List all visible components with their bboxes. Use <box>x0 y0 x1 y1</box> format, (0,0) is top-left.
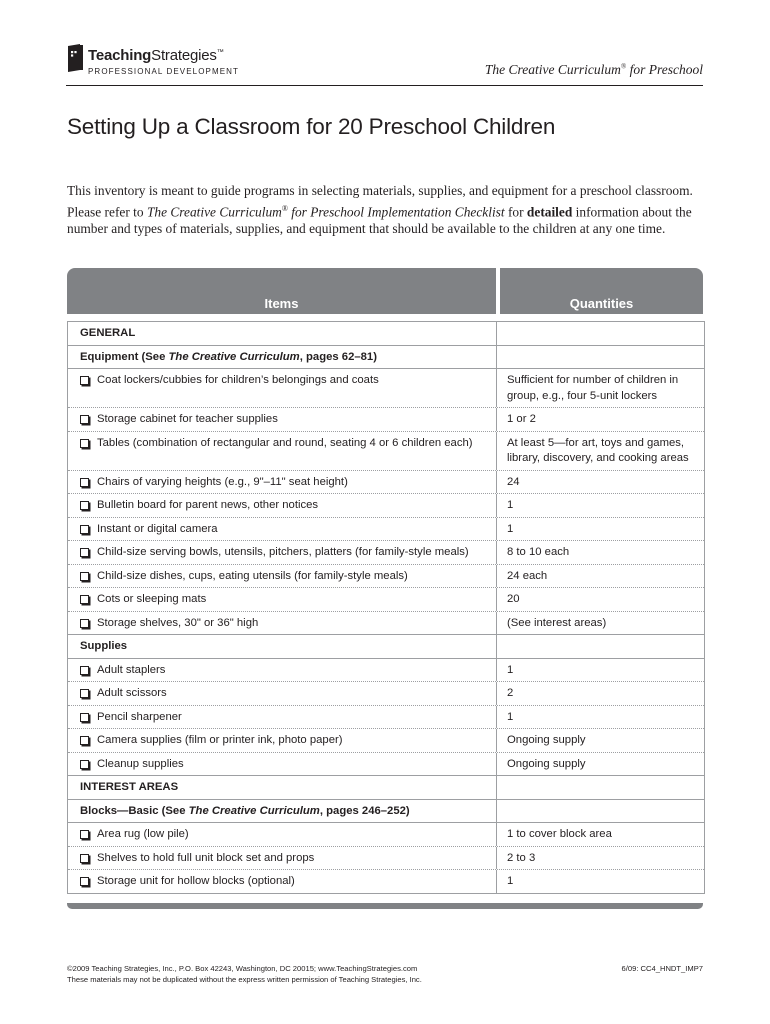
series-title: The Creative Curriculum® for Preschool <box>484 62 703 77</box>
item-quantity: 1 to cover block area <box>507 828 612 840</box>
checkbox-icon[interactable] <box>80 439 89 448</box>
table-row <box>68 729 704 753</box>
item-name: Child-size serving bowls, utensils, pitchers, platters (for family-style meals) <box>97 546 469 558</box>
checkbox-icon[interactable] <box>80 548 89 557</box>
item-name: Storage shelves, 30" or 36" high <box>97 616 259 629</box>
copyright-notice <box>67 964 422 985</box>
item-quantity: 2 <box>507 687 514 699</box>
table-row <box>68 612 704 636</box>
table-row <box>68 565 704 589</box>
document-code: 6/09: CC4_HNDT_IMP7 <box>621 964 703 973</box>
item-quantity: 1 or 2 <box>507 413 536 425</box>
checkbox-icon[interactable] <box>80 415 89 424</box>
page-title: Setting Up a Classroom for 20 Preschool Children <box>67 114 556 139</box>
item-quantity: 20 <box>507 593 520 605</box>
item-name: Adult scissors <box>97 687 167 699</box>
table-row <box>68 753 704 777</box>
permission-line: These materials may not be duplicated without the express written permission of Teaching Strategies, Inc. <box>67 974 422 984</box>
item-quantity: 8 to 10 each <box>507 546 570 558</box>
item-name: Storage cabinet for teacher supplies <box>97 413 278 425</box>
item-quantity: Ongoing supply <box>507 734 586 746</box>
door-book-icon <box>66 44 84 72</box>
item-name: Child-size dishes, cups, eating utensils (for family-style meals) <box>97 569 408 582</box>
table-row <box>68 471 704 495</box>
item-quantity: 1 <box>507 522 514 535</box>
section-interest-areas-label: INTEREST AREAS <box>68 776 497 799</box>
item-name: Bulletin board for parent news, other notices <box>97 499 319 511</box>
table-row <box>68 588 704 612</box>
item-quantity: 1 <box>507 875 514 887</box>
item-name: Storage unit for hollow blocks (optional) <box>97 875 295 887</box>
table-row <box>68 682 704 706</box>
table-row <box>68 659 704 683</box>
table-footer-bar <box>67 903 703 909</box>
table-body <box>67 321 705 894</box>
table-row <box>68 870 704 894</box>
checkbox-icon[interactable] <box>80 830 89 839</box>
checkbox-icon[interactable] <box>80 666 89 675</box>
item-name: Cleanup supplies <box>97 757 184 770</box>
section-equipment <box>68 346 704 370</box>
checkbox-icon[interactable] <box>80 713 89 722</box>
section-supplies <box>68 635 704 659</box>
intro-paragraph: This inventory is meant to guide programs in selecting materials, supplies, and equipment for a preschool classroom. Please refer to The Creative Curriculum® for Preschool Implementation Checklist for detailed information about the number and types of materials, supplies, and equipment that should be available to the children at any one time. <box>67 183 693 237</box>
checkbox-icon[interactable] <box>80 572 89 581</box>
table-row <box>68 847 704 871</box>
section-general <box>68 321 704 346</box>
table-row <box>68 706 704 730</box>
item-name: Adult staplers <box>97 663 166 676</box>
table-row <box>68 823 704 847</box>
copyright-line: ©2009 Teaching Strategies, Inc., P.O. Box 42243, Washington, DC 20015; www.TeachingStrategies.com <box>67 964 418 973</box>
checkbox-icon[interactable] <box>80 877 89 886</box>
item-quantity: (See interest areas) <box>507 616 607 629</box>
item-quantity: At least 5—for art, toys and games, library, discovery, and cooking areas <box>507 436 689 464</box>
item-name: Camera supplies (film or printer ink, photo paper) <box>97 734 343 746</box>
checkbox-icon[interactable] <box>80 619 89 628</box>
item-quantity: 2 to 3 <box>507 851 536 864</box>
section-interest-areas <box>68 776 704 800</box>
brand-logo <box>66 44 239 76</box>
checkbox-icon[interactable] <box>80 760 89 769</box>
section-general-label: GENERAL <box>68 322 497 345</box>
checkbox-icon[interactable] <box>80 689 89 698</box>
table-row <box>68 518 704 542</box>
column-header-quantities: Quantities <box>500 268 703 314</box>
inventory-table <box>67 268 703 887</box>
logo-name: TeachingStrategies™ <box>88 47 224 64</box>
item-quantity: Ongoing supply <box>507 757 586 770</box>
item-quantity: 24 <box>507 475 520 488</box>
item-quantity: 24 each <box>507 569 548 582</box>
table-row <box>68 369 704 408</box>
section-supplies-label: Supplies <box>68 635 497 658</box>
item-name: Area rug (low pile) <box>97 828 189 840</box>
table-row <box>68 432 704 471</box>
section-equipment-label: Equipment (See The Creative Curriculum, pages 62–81) <box>68 346 497 369</box>
item-name: Coat lockers/cubbies for children’s belongings and coats <box>97 374 379 386</box>
section-blocks-label: Blocks—Basic (See The Creative Curriculum, pages 246–252) <box>68 800 497 823</box>
checkbox-icon[interactable] <box>80 376 89 385</box>
section-blocks <box>68 800 704 824</box>
table-row <box>68 541 704 565</box>
checkbox-icon[interactable] <box>80 854 89 863</box>
checkbox-icon[interactable] <box>80 478 89 487</box>
table-row <box>68 408 704 432</box>
item-quantity: 1 <box>507 499 514 511</box>
logo-subtitle: PROFESSIONAL DEVELOPMENT <box>88 67 240 76</box>
item-quantity: 1 <box>507 710 514 723</box>
item-name: Tables (combination of rectangular and round, seating 4 or 6 children each) <box>97 436 473 449</box>
item-name: Shelves to hold full unit block set and props <box>97 851 315 864</box>
checkbox-icon[interactable] <box>80 736 89 745</box>
item-name: Instant or digital camera <box>97 522 218 535</box>
item-name: Chairs of varying heights (e.g., 9"–11" seat height) <box>97 475 348 488</box>
item-name: Pencil sharpener <box>97 710 182 723</box>
table-row <box>68 494 704 518</box>
item-quantity: Sufficient for number of children in group, e.g., four 5-unit lockers <box>507 374 679 402</box>
checkbox-icon[interactable] <box>80 595 89 604</box>
checkbox-icon[interactable] <box>80 501 89 510</box>
column-header-items: Items <box>67 268 496 314</box>
checkbox-icon[interactable] <box>80 525 89 534</box>
item-name: Cots or sleeping mats <box>97 593 207 605</box>
item-quantity: 1 <box>507 663 514 676</box>
header-divider <box>66 85 703 86</box>
